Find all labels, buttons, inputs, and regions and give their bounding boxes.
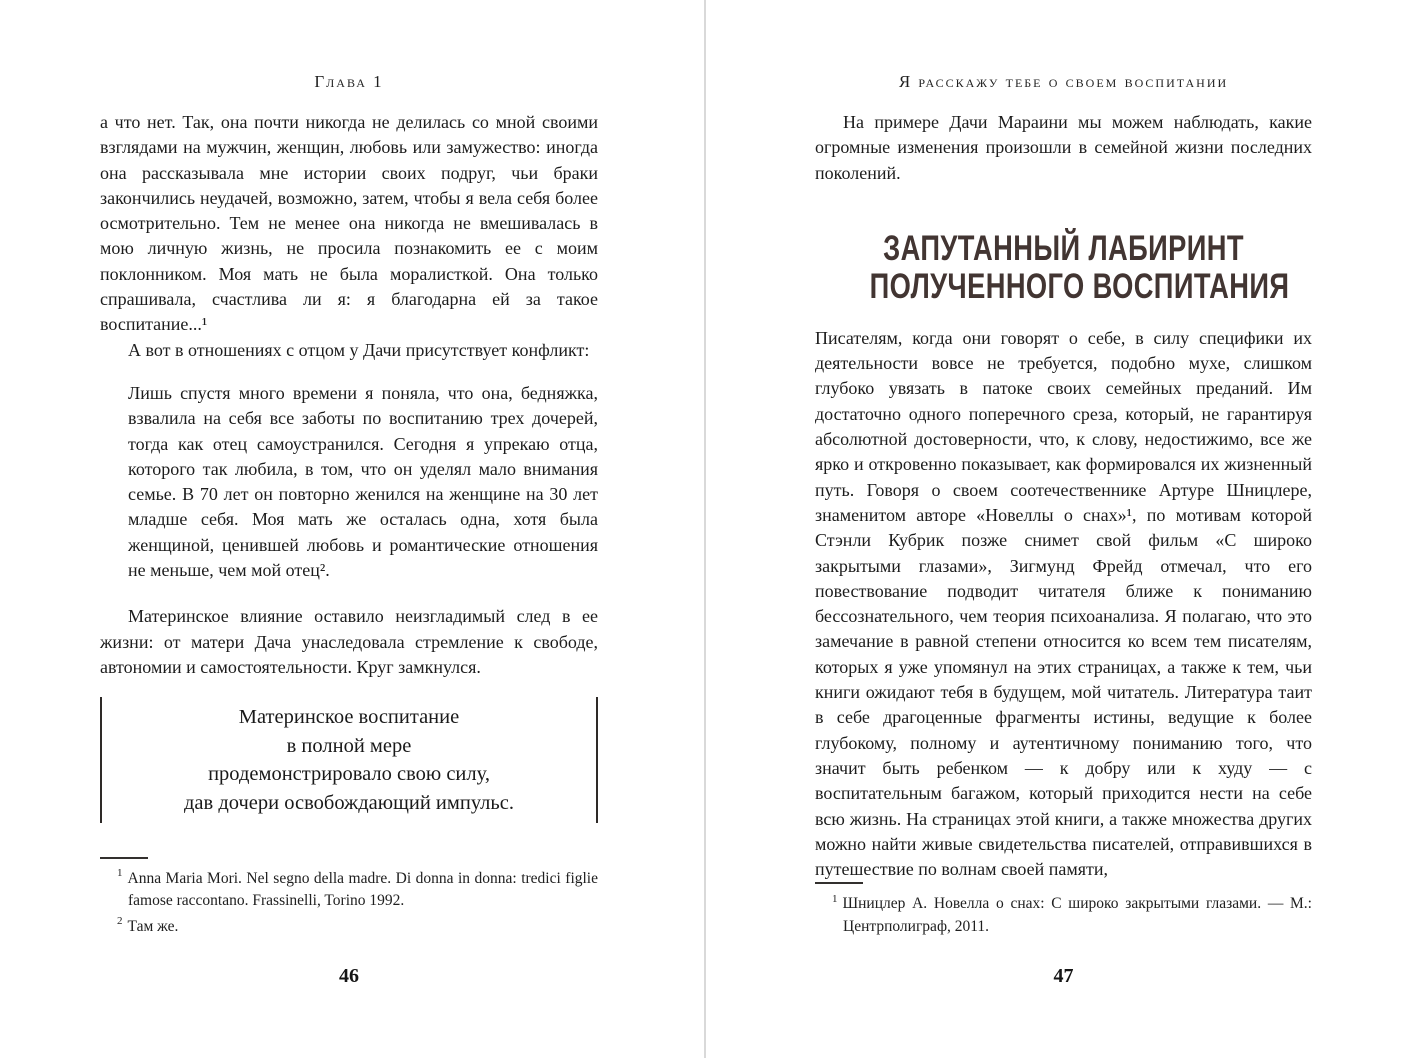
footnote-marker: 1 bbox=[117, 867, 123, 880]
footnote-text: Шницлер А. Новелла о снах: С широко закрытыми глазами. — М.: Центрполиграф, 2011. bbox=[842, 895, 1312, 935]
paragraph: а что нет. Так, она почти никогда не делилась со мной своими взглядами на мужчин, женщин, любовь или замужество: иногда она рассказывала мне истории своих подруг, чьи браки закончились неудачей, возможно, затем, чтобы я вела себя более осмотрительно. Тем не менее она никогда не вмешивалась в мою личную жизнь, не просила познакомить ее с моим поклонником. Моя мать не была моралисткой. Она только спрашивала, счастлива ли я: я благодарна ей за такое воспитание...¹ bbox=[100, 112, 598, 335]
page-left bbox=[100, 0, 598, 1058]
page-right bbox=[815, 0, 1312, 1058]
pull-quote-line: Материнское воспитание bbox=[238, 706, 460, 729]
pull-quote-line: продемонстрировало свою силу, bbox=[208, 763, 490, 786]
paragraph: На примере Дачи Мараини мы можем наблюдать, какие огромные изменения произошли в семейной жизни последних поколений. bbox=[815, 112, 1312, 183]
footnote bbox=[100, 916, 598, 939]
footnote-text: Anna Maria Mori. Nel segno della madre. Di donna in donna: tredici figlie famose raccontano. Frassinelli, Torino 1992. bbox=[127, 869, 598, 909]
page-number: 46 bbox=[339, 965, 359, 987]
footnote-marker: 2 bbox=[117, 915, 123, 928]
paragraph: А вот в отношениях с отцом у Дачи присутствует конфликт: bbox=[128, 339, 590, 360]
pull-quote-line: в полной мере bbox=[286, 734, 412, 757]
footnote-area bbox=[815, 882, 1312, 1058]
section-heading bbox=[869, 228, 1290, 306]
footnote-rule bbox=[815, 882, 863, 884]
footnote-text: Там же. bbox=[127, 917, 179, 935]
pull-quote-line: дав дочери освобождающий импульс. bbox=[184, 791, 514, 814]
blockquote: Лишь спустя много времени я поняла, что она, бедняжка, взвалила на себя все заботы по воспитанию трех дочерей, тогда как отец самоустранился. Сегодня я упрекаю отца, которого так любила, в том, что он уделял мало внимания семье. В 70 лет он повторно женился на женщине на 30 лет младше себя. Моя мать же осталась одна, хотя была женщиной, ценившей любовь и романтические отношения не меньше, чем мой отец². bbox=[128, 382, 598, 581]
page-number: 47 bbox=[1053, 965, 1074, 988]
paragraph: Материнское влияние оставило неизгладимый след в ее жизни: от матери Дача унаследовала стремление к свободе, автономии и самостоятельности. Круг замкнулся. bbox=[100, 606, 598, 677]
section-heading-line: ЗАПУТАННЫЙ ЛАБИРИНТ bbox=[883, 228, 1244, 268]
paragraph: Писателям, когда они говорят о себе, в силу специфики их деятельности вовсе не требуется, подобно мухе, слишком глубоко увязать в патоке своих семейных преданий. Им достаточно одного поперечного среза, который, не гарантируя абсолютной достоверности, что, к слову, недостижимо, все же ярко и откровенно показывает, как формировался их жизненный путь. Говоря о своем соотечественнике Артуре Шницлере, знаменитом авторе «Новеллы о снах»¹, по мотивам которой Стэнли Кубрик позже снимет свой фильм «С широко закрытыми глазами», Зигмунд Фрейд отмечал, что его повествование подводит читателя ближе к пониманию бессознательного, чем теория психоанализа. Я полагаю, что это замечание в равной степени относится ко всем тем писателям, которых я уже упомянул на этих страницах, а также к тем, чьи книги ожидают тебя в будущем, мой читатель. Литература таит в себе драгоценные фрагменты истины, ведущие к более глубокому, полному и аутентичному пониманию того, что значит быть ребенком — к добру или к худу — с воспитательным багажом, который приходится нести на себе всю жизнь. На страницах этой книги, а также множества других можно найти живые свидетельства писателей, отправившихся в путешествие по волнам своей памяти, bbox=[815, 327, 1312, 880]
page-gutter-divider bbox=[704, 0, 706, 1058]
section-heading-line: ПОЛУЧЕННОГО ВОСПИТАНИЯ bbox=[869, 266, 1290, 306]
running-head-book: Я расскажу тебе о своем воспитании bbox=[898, 72, 1229, 91]
footnote-marker: 1 bbox=[832, 893, 838, 906]
pull-quote bbox=[100, 697, 598, 823]
footnote-rule bbox=[100, 857, 148, 859]
footnote bbox=[815, 893, 1312, 938]
running-head-chapter: Глава 1 bbox=[314, 72, 384, 91]
footnote-area bbox=[100, 857, 598, 1058]
footnote bbox=[100, 868, 598, 913]
